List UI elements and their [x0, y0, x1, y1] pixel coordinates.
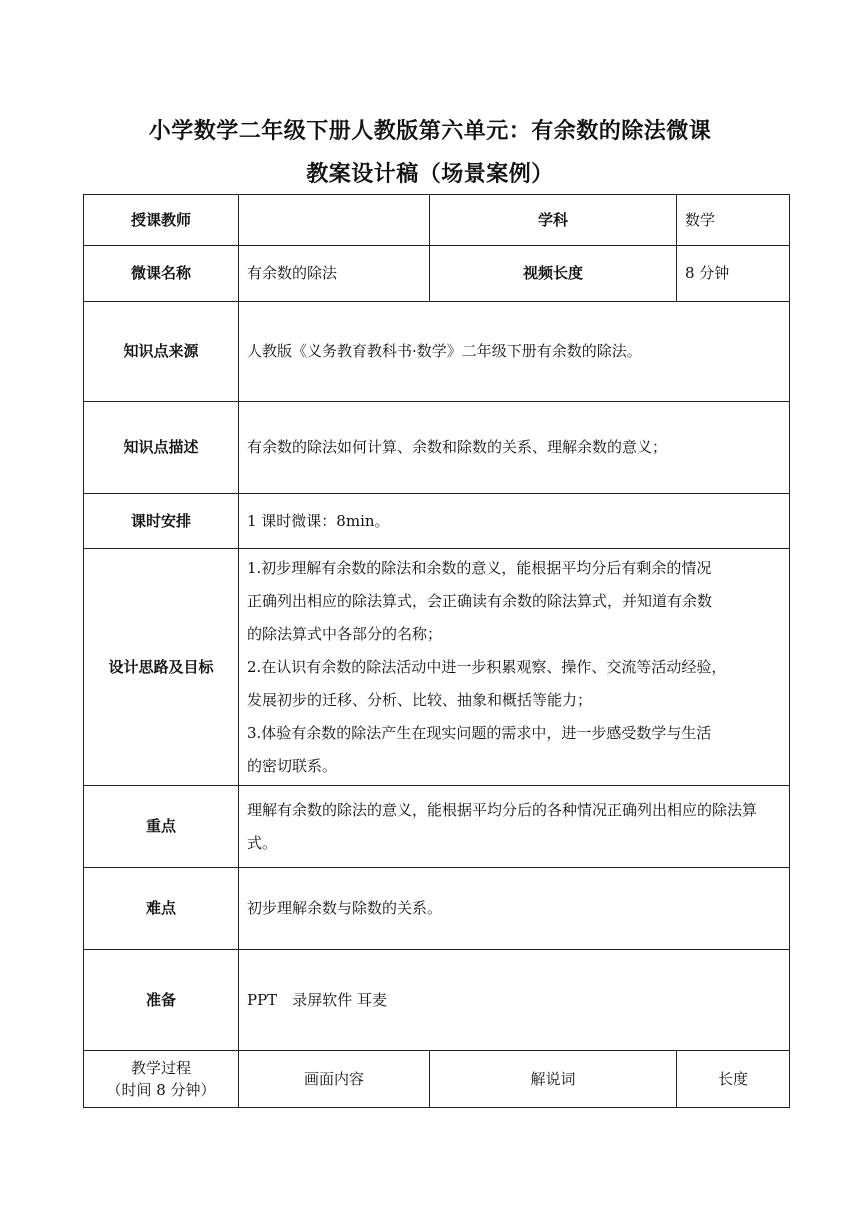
design-line: 2.在认识有余数的除法活动中进一步积累观察、操作、交流等活动经验，	[247, 657, 727, 676]
lesson-name-value: 有余数的除法	[239, 246, 430, 302]
schedule-value: 1 课时微课：8min。	[239, 494, 790, 549]
description-value: 有余数的除法如何计算、余数和除数的关系、理解余数的意义；	[239, 402, 790, 494]
design-line: 3.体验有余数的除法产生在现实问题的需求中，进一步感受数学与生活	[247, 723, 712, 742]
schedule-label: 课时安排	[84, 494, 239, 549]
description-label: 知识点描述	[84, 402, 239, 494]
process-label	[84, 1051, 239, 1108]
difficulty-value: 初步理解余数与除数的关系。	[239, 868, 790, 950]
teacher-label: 授课教师	[84, 195, 239, 246]
table-row	[84, 302, 790, 402]
table-row	[84, 1051, 790, 1108]
teacher-value	[239, 195, 430, 246]
source-label: 知识点来源	[84, 302, 239, 402]
video-length-value: 8 分钟	[677, 246, 790, 302]
design-line: 的密切联系。	[247, 756, 338, 775]
document-subtitle: 教案设计稿（场景案例）	[306, 162, 554, 187]
subject-value: 数学	[677, 195, 790, 246]
narration-header: 解说词	[430, 1051, 677, 1108]
table-row	[84, 549, 790, 786]
document-title: 小学数学二年级下册人教版第六单元：有余数的除法微课	[148, 119, 712, 144]
process-label-line1: 教学过程	[130, 1059, 191, 1077]
lesson-plan-table	[83, 194, 790, 1108]
table-row	[84, 494, 790, 549]
length-header: 长度	[677, 1051, 790, 1108]
design-line: 正确列出相应的除法算式，会正确读有余数的除法算式，并知道有余数	[247, 591, 713, 610]
design-goals	[239, 549, 790, 786]
difficulty-label: 难点	[84, 868, 239, 950]
video-length-label: 视频长度	[430, 246, 677, 302]
table-row	[84, 868, 790, 950]
lesson-name-label: 微课名称	[84, 246, 239, 302]
design-line: 发展初步的迁移、分析、比较、抽象和概括等能力；	[247, 690, 593, 709]
source-value: 人教版《义务教育教科书·数学》二年级下册有余数的除法。	[239, 302, 790, 402]
design-line: 1.初步理解有余数的除法和余数的意义，能根据平均分后有剩余的情况	[247, 558, 712, 577]
subject-label: 学科	[430, 195, 677, 246]
table-row	[84, 786, 790, 868]
table-row	[84, 950, 790, 1051]
screen-content-header: 画面内容	[239, 1051, 430, 1108]
key-point-label: 重点	[84, 786, 239, 868]
table-row	[84, 402, 790, 494]
table-row	[84, 195, 790, 246]
design-line: 的除法算式中各部分的名称；	[247, 624, 443, 643]
table-row	[84, 246, 790, 302]
design-label: 设计思路及目标	[84, 549, 239, 786]
preparation-value: PPT 录屏软件 耳麦	[239, 950, 790, 1051]
preparation-label: 准备	[84, 950, 239, 1051]
key-point-value: 理解有余数的除法的意义，能根据平均分后的各种情况正确列出相应的除法算式。	[239, 786, 790, 868]
process-label-line2: （时间 8 分钟）	[106, 1081, 216, 1099]
